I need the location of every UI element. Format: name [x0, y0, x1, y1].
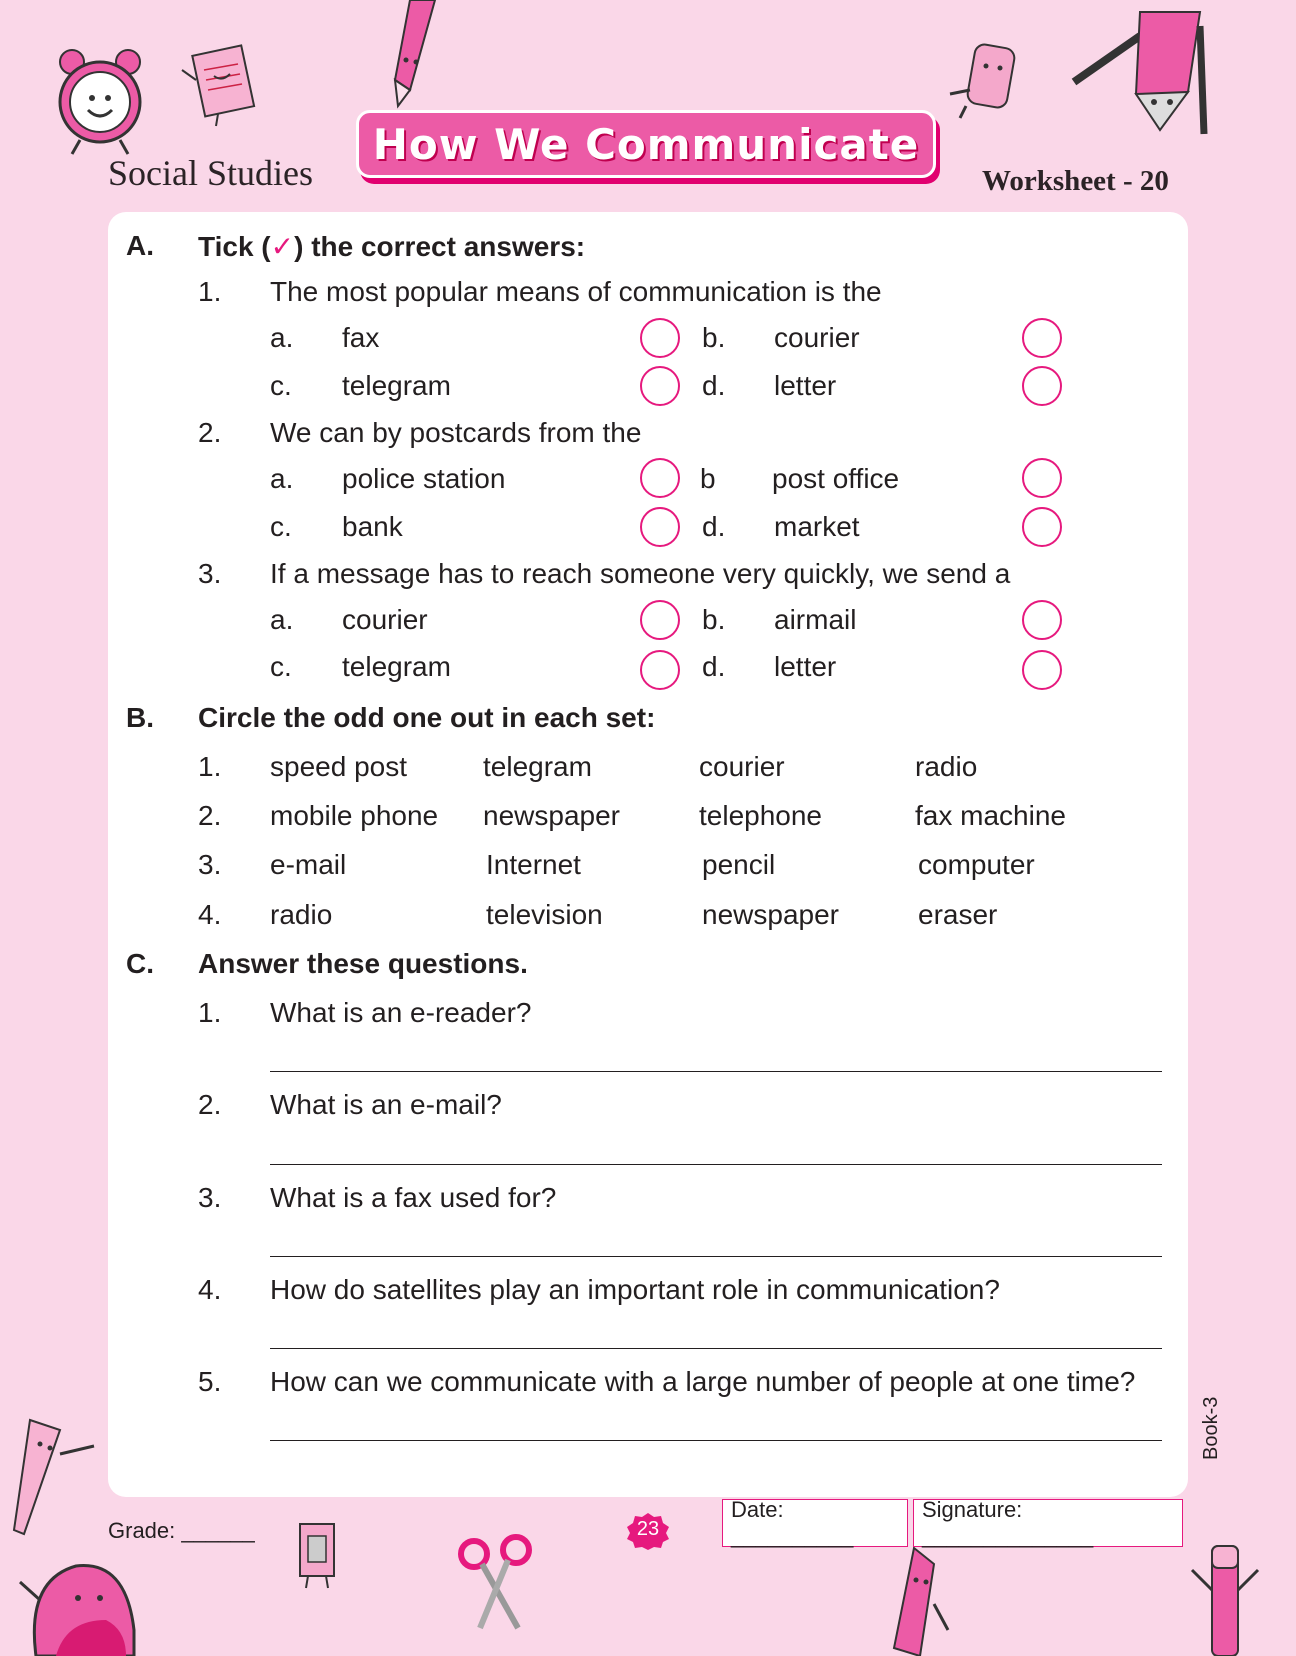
answer-circle[interactable] [1022, 507, 1062, 547]
odd-one-option[interactable]: pencil [702, 849, 776, 880]
section-a-letter: A. [126, 230, 154, 261]
crayon-icon [884, 1544, 954, 1656]
signature-field[interactable]: Signature: ______________ [913, 1499, 1183, 1547]
pencil-character-icon [1070, 6, 1220, 136]
question-number: 5. [198, 1366, 222, 1397]
option-text: fax [342, 322, 380, 353]
question-number: 3. [198, 558, 222, 589]
option-label: b [700, 463, 716, 494]
tick-icon: ✓ [270, 231, 295, 262]
section-c-title: Answer these questions. [198, 948, 528, 979]
row-number: 3. [198, 849, 222, 880]
option-label: d. [702, 511, 726, 542]
answer-line[interactable] [270, 1071, 1162, 1072]
answer-circle[interactable] [640, 600, 680, 640]
answer-line[interactable] [270, 1440, 1162, 1441]
answer-circle[interactable] [640, 458, 680, 498]
question-number: 2. [198, 1089, 222, 1120]
question-number: 1. [198, 276, 222, 307]
option-label: c. [270, 651, 292, 682]
odd-one-option[interactable]: newspaper [702, 899, 839, 930]
option-text: police station [342, 463, 506, 494]
odd-one-option[interactable]: e-mail [270, 849, 347, 880]
notepad-icon [178, 40, 268, 130]
option-text: bank [342, 511, 403, 542]
odd-one-option[interactable]: mobile phone [270, 800, 439, 831]
section-c-letter: C. [126, 948, 154, 979]
option-text: airmail [774, 604, 857, 635]
question-text: How can we communicate with a large number of people at one time? [270, 1366, 1136, 1397]
answer-circle[interactable] [640, 650, 680, 690]
pen-icon [1186, 1540, 1266, 1656]
odd-one-option[interactable]: radio [915, 751, 978, 782]
answer-circle[interactable] [1022, 650, 1062, 690]
odd-one-option[interactable]: Internet [486, 849, 581, 880]
option-label: c. [270, 370, 292, 401]
title-banner [356, 110, 936, 178]
question-text: If a message has to reach someone very quickly, we send a [270, 558, 1011, 589]
row-number: 1. [198, 751, 222, 782]
option-label: d. [702, 651, 726, 682]
answer-circle[interactable] [1022, 600, 1062, 640]
odd-one-option[interactable]: fax machine [915, 800, 1066, 831]
question-text: The most popular means of communication is the [270, 276, 882, 307]
odd-one-option[interactable]: telephone [699, 800, 823, 831]
answer-circle[interactable] [1022, 318, 1062, 358]
odd-one-option[interactable]: speed post [270, 751, 407, 782]
scissors-icon [456, 1534, 536, 1634]
answer-line[interactable] [270, 1256, 1162, 1257]
question-text: What is an e-reader? [270, 997, 532, 1028]
question-text: What is a fax used for? [270, 1182, 557, 1213]
question-text: How do satellites play an important role in communication? [270, 1274, 1000, 1305]
question-text: We can by postcards from the [270, 417, 642, 448]
section-a-title [198, 230, 585, 263]
date-field[interactable]: Date: __________ [722, 1499, 908, 1547]
question-number: 2. [198, 417, 222, 448]
option-label: a. [270, 322, 294, 353]
option-text: telegram [342, 370, 451, 401]
answer-line[interactable] [270, 1164, 1162, 1165]
page-title: How We Communicate [372, 119, 920, 169]
odd-one-option[interactable]: television [486, 899, 603, 930]
option-label: c. [270, 511, 292, 542]
option-text: post office [772, 463, 900, 494]
question-text: What is an e-mail? [270, 1089, 502, 1120]
row-number: 4. [198, 899, 222, 930]
odd-one-option[interactable]: eraser [918, 899, 998, 930]
odd-one-option[interactable]: newspaper [483, 800, 620, 831]
option-label: b. [702, 322, 726, 353]
answer-circle[interactable] [1022, 458, 1062, 498]
option-text: courier [342, 604, 428, 635]
odd-one-option[interactable]: telegram [483, 751, 592, 782]
eraser-icon [946, 40, 1036, 120]
answer-circle[interactable] [1022, 366, 1062, 406]
answer-circle[interactable] [640, 366, 680, 406]
odd-one-option[interactable]: computer [918, 849, 1035, 880]
section-a-title-end: ) the correct answers: [294, 231, 586, 262]
question-number: 4. [198, 1274, 222, 1305]
answer-line[interactable] [270, 1348, 1162, 1349]
odd-one-option[interactable]: radio [270, 899, 333, 930]
section-b-title: Circle the odd one out in each set: [198, 702, 656, 733]
option-text: market [774, 511, 860, 542]
option-text: letter [774, 651, 837, 682]
answer-circle[interactable] [640, 507, 680, 547]
option-label: b. [702, 604, 726, 635]
alarm-clock-icon [50, 40, 150, 160]
odd-one-option[interactable]: courier [699, 751, 785, 782]
question-number: 3. [198, 1182, 222, 1213]
option-text: letter [774, 370, 837, 401]
option-label: a. [270, 604, 294, 635]
worksheet-number: Worksheet - 20 [982, 165, 1169, 197]
option-text: telegram [342, 651, 451, 682]
pencil-icon [380, 0, 450, 110]
row-number: 2. [198, 800, 222, 831]
question-number: 1. [198, 997, 222, 1028]
option-label: d. [702, 370, 726, 401]
grade-field[interactable]: Grade: ______ [108, 1518, 255, 1543]
answer-circle[interactable] [640, 318, 680, 358]
page-number: 23 [636, 1518, 660, 1540]
subject-label: Social Studies [108, 153, 313, 193]
section-b-letter: B. [126, 702, 154, 733]
book-label: Book-3 [1200, 1396, 1222, 1460]
option-label: a. [270, 463, 294, 494]
section-a-title-start: Tick ( [198, 231, 271, 262]
option-text: courier [774, 322, 860, 353]
sharpener-icon [288, 1520, 348, 1590]
